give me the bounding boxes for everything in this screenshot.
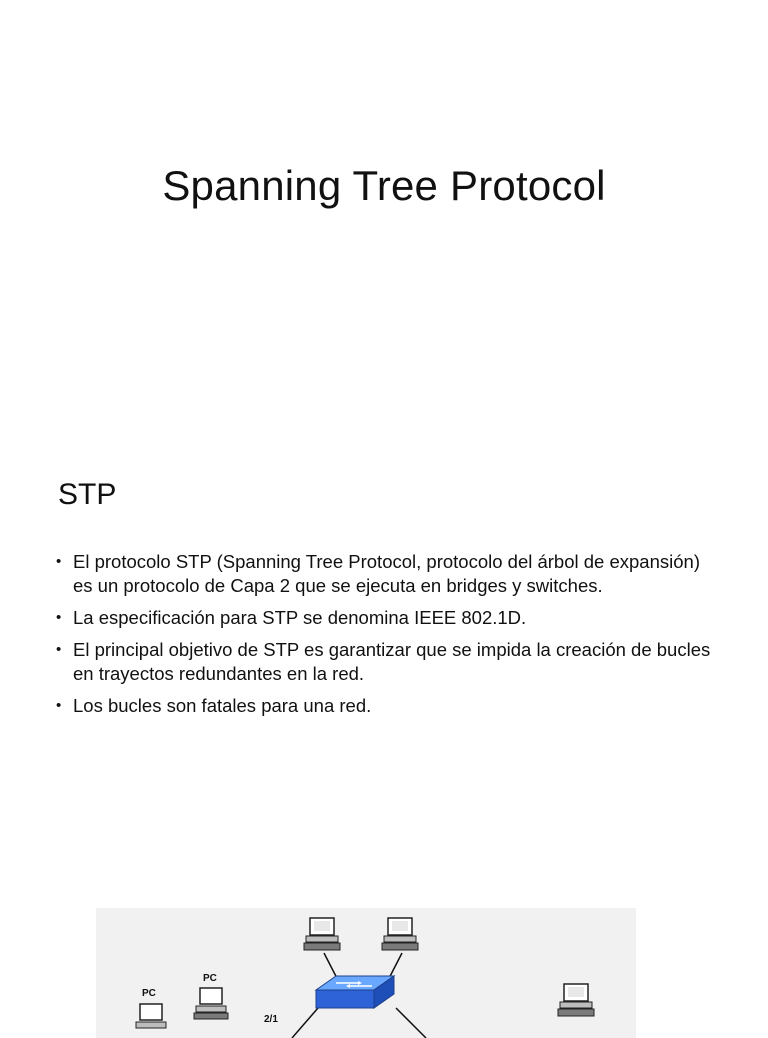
- pc-label: PC: [203, 973, 217, 984]
- bullet-text: El principal objetivo de STP es garantizar que se impida la creación de bucles en trayectos redundantes en la red.: [73, 639, 711, 684]
- content-slide: [0, 460, 768, 1024]
- bullet-item: [56, 638, 716, 686]
- bullet-item: [56, 550, 716, 598]
- link-line: [396, 1008, 426, 1038]
- bullet-item: [56, 694, 716, 718]
- bullet-dot-icon: •: [56, 553, 62, 570]
- switch-icon: [316, 976, 394, 1008]
- slide-title: Spanning Tree Protocol: [162, 162, 606, 209]
- bullet-text: El protocolo STP (Spanning Tree Protocol, protocolo del árbol de expansión) es un protocolo de Capa 2 que se ejecuta en bridges y switches.: [73, 551, 700, 596]
- pc-icon: [558, 984, 594, 1016]
- bullet-text: La especificación para STP se denomina IEEE 802.1D.: [73, 607, 527, 628]
- network-diagram: [96, 908, 636, 1038]
- bullet-dot-icon: •: [56, 609, 62, 626]
- pc-icon: [382, 918, 418, 950]
- slide-heading: STP: [58, 478, 117, 511]
- bullet-item: [56, 606, 716, 630]
- pc-icon: [304, 918, 340, 950]
- title-slide: [0, 0, 768, 460]
- pc-icon: [194, 988, 228, 1019]
- pc-label: PC: [142, 988, 156, 999]
- bullet-dot-icon: •: [56, 697, 62, 714]
- bullet-text: Los bucles son fatales para una red.: [73, 695, 372, 716]
- bullet-list: [56, 550, 716, 726]
- pc-icon: [136, 1004, 166, 1028]
- bullet-dot-icon: •: [56, 641, 62, 658]
- port-label: 2/1: [264, 1014, 278, 1025]
- link-line: [292, 1008, 318, 1038]
